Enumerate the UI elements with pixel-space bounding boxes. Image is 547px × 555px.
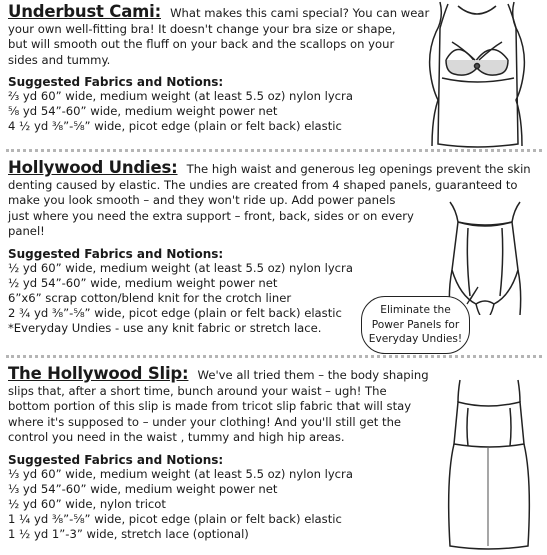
list-item: ⅓ yd 60” wide, medium weight (at least 5.5 oz) nylon lycra xyxy=(8,466,353,481)
section-description: denting caused by elastic. The undies are created from 4 shaped panels, guaranteed to make you look smooth – and they won't ride up. Add power panels just where you need the extra support – front, back, sides or on every panel! xyxy=(8,177,518,238)
section-divider xyxy=(6,149,542,152)
section-title: Hollywood Undies: xyxy=(8,158,178,177)
list-item: 6”x6” scrap cotton/blend knit for the crotch liner xyxy=(8,290,292,305)
section-intro: We've all tried them – the body shaping xyxy=(197,368,429,382)
fabrics-list xyxy=(8,89,408,135)
list-item: ⅓ yd 54”-60” wide, medium weight power net xyxy=(8,481,278,496)
list-item: *Everyday Undies - use any knit fabric or stretch lace. xyxy=(8,321,322,336)
list-item: 2 ¾ yd ⅜”-⅝” wide, picot edge (plain or felt back) elastic xyxy=(8,306,342,321)
slip-illustration xyxy=(438,378,538,550)
list-item: 4 ½ yd ⅜”-⅝” wide, picot edge (plain or felt back) elastic xyxy=(8,119,342,134)
callout-bubble: Eliminate the Power Panels for Everyday Undies! xyxy=(361,296,470,354)
list-item: ½ yd 60” wide, nylon tricot xyxy=(8,496,166,511)
section-intro: The high waist and generous leg openings prevent the skin xyxy=(186,162,531,176)
section-description: your own well-fitting bra! It doesn't change your bra size or shape, but will smooth out the fluff on your back and the scallops on your sides and tummy. xyxy=(8,21,396,67)
list-item: ½ yd 54”-60” wide, medium weight power net xyxy=(8,275,278,290)
cami-illustration xyxy=(418,0,536,148)
fabrics-heading: Suggested Fabrics and Notions: xyxy=(8,452,224,467)
fabrics-heading: Suggested Fabrics and Notions: xyxy=(8,246,224,261)
section-underbust-cami xyxy=(8,2,430,135)
list-item: ⅔ yd 60” wide, medium weight (at least 5.5 oz) nylon lycra xyxy=(8,89,353,103)
section-description: slips that, after a short time, bunch around your waist – ugh! The bottom portion of this slip is made from tricot slip fabric that will stay where it's supposed to – under your clothing! And you'll still get the control you need in the waist , tummy and high hip areas. xyxy=(8,383,412,444)
list-item: 1 ½ yd 1”-3” wide, stretch lace (optional) xyxy=(8,527,249,542)
list-item: 1 ¼ yd ⅜”-⅝” wide, picot edge (plain or felt back) elastic xyxy=(8,512,342,527)
section-title: Underbust Cami: xyxy=(8,2,161,21)
fabrics-heading: Suggested Fabrics and Notions: xyxy=(8,75,224,89)
section-hollywood-slip xyxy=(8,364,428,543)
fabrics-list xyxy=(8,467,428,543)
list-item: ⅝ yd 54”-60” wide, medium weight power net xyxy=(8,104,278,119)
section-intro: What makes this cami special? You can wear xyxy=(170,6,430,20)
section-divider xyxy=(6,355,542,358)
list-item: ½ yd 60” wide, medium weight (at least 5.5 oz) nylon lycra xyxy=(8,260,353,275)
section-title: The Hollywood Slip: xyxy=(8,364,189,383)
